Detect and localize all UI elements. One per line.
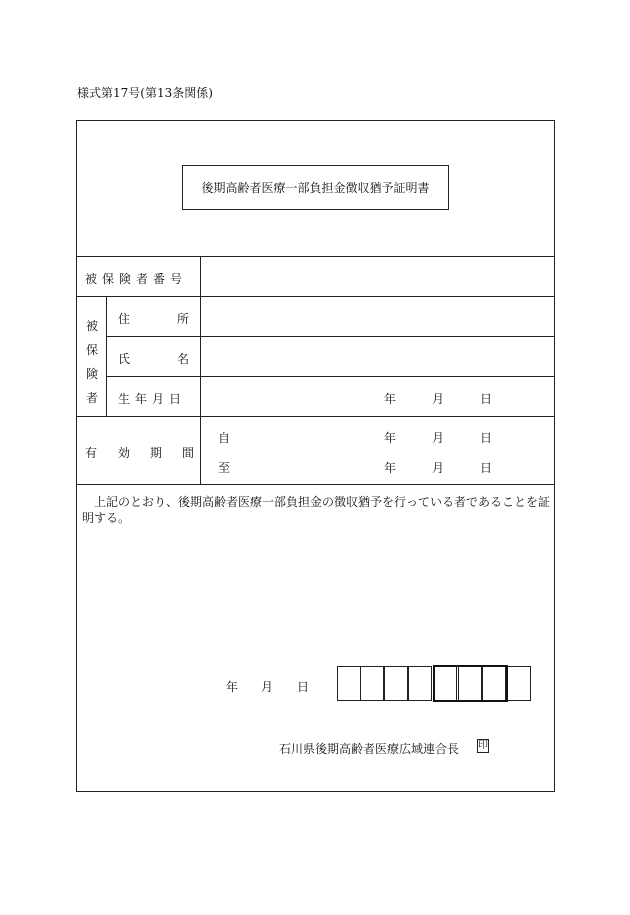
birth-month-unit: 月: [432, 392, 445, 406]
address-label-2: 所: [177, 312, 190, 326]
code-digit-box[interactable]: [360, 666, 384, 701]
validity-to-month: 月: [432, 461, 445, 475]
insured-group-divider: [106, 296, 107, 416]
name-label-2: 名: [177, 352, 190, 366]
code-digit-box[interactable]: [507, 666, 531, 701]
validity-from-month: 月: [432, 431, 445, 445]
birth-day-unit: 日: [480, 392, 493, 406]
issue-day-unit: 日: [297, 680, 310, 694]
validity-to-year: 年: [384, 461, 397, 475]
insured-number-label: 被保険者番号: [85, 272, 188, 286]
row-divider: [76, 416, 555, 417]
form-title: 後期高齢者医療一部負担金徴収猶予証明書: [182, 165, 449, 210]
issue-year-unit: 年: [226, 680, 239, 694]
validity-to-prefix: 至: [218, 461, 231, 475]
validity-label-3: 期: [150, 446, 163, 460]
row-divider: [76, 484, 555, 485]
validity-from-year: 年: [384, 431, 397, 445]
row-divider: [76, 296, 555, 297]
address-field[interactable]: [202, 298, 554, 335]
row-divider: [106, 336, 555, 337]
code-digit-box[interactable]: [408, 666, 432, 701]
validity-from-prefix: 自: [218, 431, 231, 445]
issue-month-unit: 月: [261, 680, 274, 694]
validity-label-4: 間: [182, 446, 195, 460]
validity-label-2: 効: [118, 446, 131, 460]
label-column-divider: [200, 256, 201, 484]
birth-date-label: 生年月日: [118, 392, 187, 406]
form-number: 様式第17号(第13条関係): [77, 86, 213, 100]
code-highlight-box: [433, 665, 508, 702]
validity-to-day: 日: [480, 461, 493, 475]
insured-number-field[interactable]: [202, 258, 554, 295]
birth-year-unit: 年: [384, 392, 397, 406]
name-label-1: 氏: [118, 352, 131, 366]
issuer-name: 石川県後期高齢者医療広域連合長: [279, 742, 460, 756]
code-digit-box[interactable]: [337, 666, 361, 701]
address-label-1: 住: [118, 312, 131, 326]
row-divider: [76, 256, 555, 257]
code-digit-box[interactable]: [384, 666, 408, 701]
validity-label-1: 有: [85, 446, 98, 460]
row-divider: [106, 376, 555, 377]
validity-from-day: 日: [480, 431, 493, 445]
certification-statement: 上記のとおり、後期高齢者医療一部負担金の徴収猶予を行っている者であることを証明する。: [82, 495, 551, 525]
insured-vertical-label: 被 保 険 者: [85, 319, 98, 405]
name-field[interactable]: [202, 338, 554, 375]
seal-mark: 印: [478, 740, 488, 751]
